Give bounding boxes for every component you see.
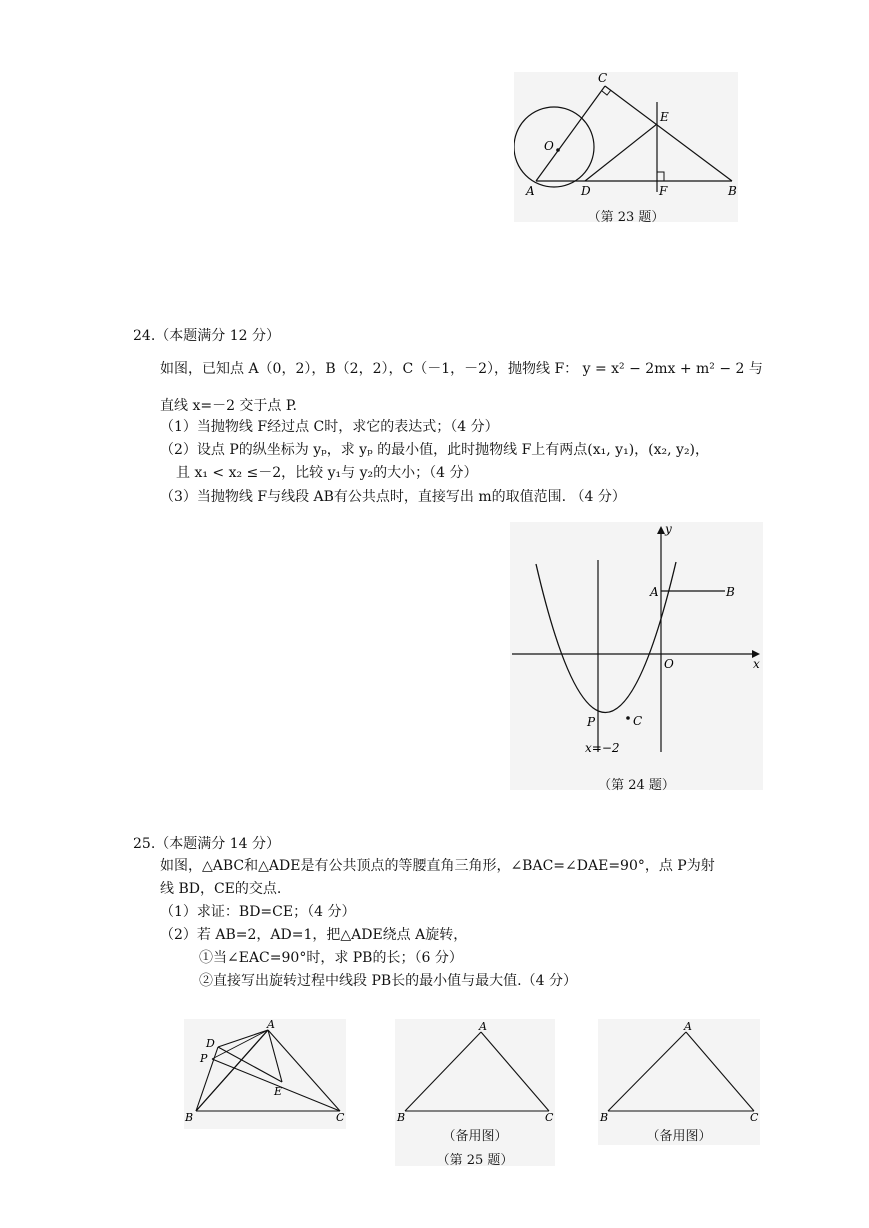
figure-24-caption: （第 24 题） bbox=[598, 778, 675, 793]
spare-figure-1-caption: （备用图） bbox=[442, 1129, 508, 1144]
segment-de bbox=[585, 124, 657, 181]
q24-part3: （3）当抛物线 F与线段 AB有公共点时，直接写出 m的取值范围. （4 分） bbox=[160, 489, 626, 505]
center-o bbox=[556, 148, 560, 152]
svg-text:D: D bbox=[206, 1037, 215, 1050]
figure-25-spare-2 bbox=[598, 1019, 760, 1145]
circle-o bbox=[514, 107, 594, 187]
figure-25-main bbox=[184, 1019, 346, 1129]
q24-part2b: 且 x₁ < x₂ ≤－2，比较 y₁与 y₂的大小；（4 分） bbox=[176, 465, 478, 481]
svg-text:C: C bbox=[598, 72, 608, 85]
svg-text:B: B bbox=[600, 1111, 609, 1124]
svg-text:A: A bbox=[526, 184, 535, 198]
svg-text:B: B bbox=[726, 585, 735, 599]
svg-text:A: A bbox=[479, 1020, 487, 1033]
svg-text:B: B bbox=[185, 1111, 194, 1124]
svg-text:C: C bbox=[545, 1111, 554, 1124]
svg-text:B: B bbox=[397, 1111, 406, 1124]
q24-part1: （1）当抛物线 F经过点 C时，求它的表达式；（4 分） bbox=[160, 419, 499, 435]
svg-text:O: O bbox=[664, 657, 674, 671]
svg-text:O: O bbox=[544, 139, 554, 153]
svg-text:C: C bbox=[633, 714, 643, 728]
q24-intro-a: 如图，已知点 A（0，2），B（2，2），C（－1，－2），抛物线 F： y = x² − 2mx + m² − 2 与 bbox=[160, 361, 763, 377]
figure-23 bbox=[514, 72, 738, 225]
q24-intro-b: 直线 x=－2 交于点 P. bbox=[160, 398, 297, 414]
figure-25-spare-2-diagram bbox=[598, 1019, 760, 1129]
right-angle-f bbox=[657, 172, 664, 181]
svg-text:C: C bbox=[750, 1111, 759, 1124]
figure-24-diagram bbox=[510, 522, 763, 790]
q25-part2-1: ①当∠EAC=90°时，求 PB的长；（6 分） bbox=[199, 950, 463, 966]
spare-figure-2-caption: （备用图） bbox=[646, 1129, 712, 1144]
q25-part2: （2）若 AB=2，AD=1，把△ADE绕点 A旋转， bbox=[160, 927, 468, 943]
svg-text:A: A bbox=[684, 1020, 692, 1033]
svg-text:x=−2: x=−2 bbox=[585, 741, 620, 755]
svg-text:E: E bbox=[660, 110, 669, 124]
svg-text:P: P bbox=[587, 715, 596, 729]
svg-text:A: A bbox=[267, 1019, 275, 1031]
q25-part2-2: ②直接写出旋转过程中线段 PB长的最小值与最大值.（4 分） bbox=[199, 973, 577, 989]
q24-part2a: （2）设点 P的纵坐标为 yₚ，求 yₚ 的最小值，此时抛物线 F上有两点(x₁, y₁)，(x₂, y₂)， bbox=[160, 442, 710, 458]
svg-text:E: E bbox=[274, 1085, 283, 1098]
svg-text:x: x bbox=[753, 657, 760, 671]
figure-23-diagram bbox=[514, 72, 738, 222]
segment-ac bbox=[536, 86, 605, 181]
q24-title: 24.（本题满分 12 分） bbox=[133, 328, 280, 344]
figure-23-caption: （第 23 题） bbox=[587, 210, 665, 225]
q25-part1: （1）求证：BD=CE；（4 分） bbox=[160, 904, 356, 920]
y-axis-arrow bbox=[657, 526, 665, 534]
svg-text:C: C bbox=[336, 1111, 345, 1124]
figure-24 bbox=[510, 522, 763, 793]
svg-text:B: B bbox=[728, 184, 737, 198]
svg-text:y: y bbox=[665, 522, 672, 536]
svg-text:F: F bbox=[659, 184, 668, 198]
q25-intro-b: 线 BD，CE的交点. bbox=[160, 881, 282, 897]
svg-text:D: D bbox=[581, 184, 591, 198]
figure-25-main-diagram bbox=[184, 1019, 346, 1129]
figure-25-spare-1-diagram bbox=[395, 1019, 555, 1129]
q25-intro-a: 如图，△ABC和△ADE是有公共顶点的等腰直角三角形，∠BAC=∠DAE=90°，点 P为射 bbox=[160, 858, 715, 874]
q25-title: 25.（本题满分 14 分） bbox=[133, 836, 280, 852]
segment-cb bbox=[605, 86, 732, 181]
point-c bbox=[626, 716, 630, 720]
svg-text:P: P bbox=[200, 1052, 208, 1065]
figure-25-caption: （第 25 题） bbox=[436, 1153, 514, 1168]
figure-25-spare-1 bbox=[395, 1019, 555, 1166]
right-angle-c bbox=[602, 90, 611, 95]
svg-text:A: A bbox=[650, 585, 659, 599]
